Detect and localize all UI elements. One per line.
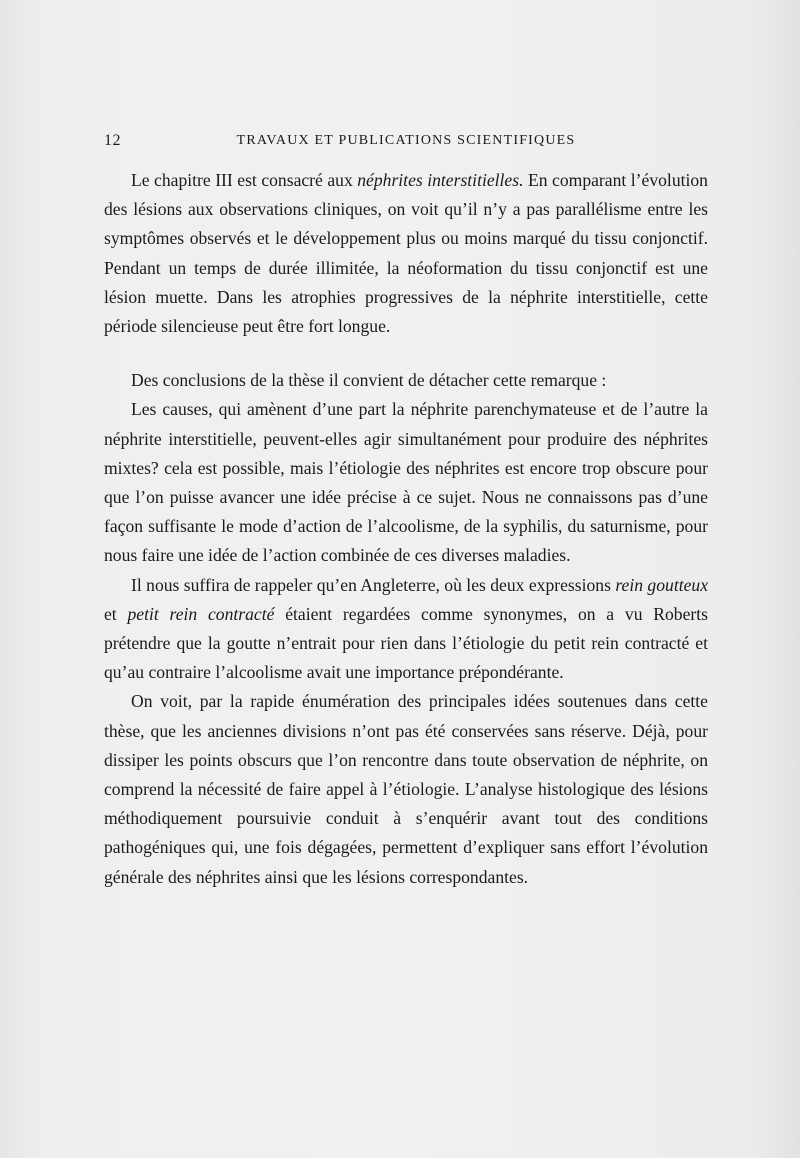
running-title: TRAVAUX ET PUBLICATIONS SCIENTIFIQUES (236, 133, 576, 148)
text-run: Des conclusions de la thèse il convient de détacher cette remarque : (131, 370, 607, 391)
page-header (104, 132, 708, 156)
text-run: Les causes, qui amènent d’une part la néphrite parenchymateuse et de l’autre la néphrite interstitielle, peuvent-elles agir simultanément pour produire des néphrites mixtes? cela est possible, mais l’étiologie des néphrites est encore trop obscure pour que l’on puisse avancer une idée précise à ce sujet. Nous ne connaissons pas d’une façon suffisante le mode d’action de l’alcoolisme, de la syphilis, du saturnisme, pour nous faire une idée de l’action combinée de ces diverses maladies. (104, 399, 708, 566)
paragraph-5 (104, 687, 708, 891)
italic-term: petit rein contracté (127, 603, 275, 624)
text-run: Le chapitre III est consacré aux (131, 170, 358, 190)
text-run: Il nous suffira de rappeler qu’en Angleterre, où les deux expressions (131, 574, 616, 595)
text-run: En comparant l’évolution des lésions aux observations cliniques, on voit qu’il n’y a pas parallélisme entre les symptômes observés et le développement plus ou moins marqué du tissu conjonctif. Pendant un temps de durée illimitée, la néoformation du tissu conjonctif est une lésion muette. Dans les atrophies progressives de la néphrite interstitielle, cette période silencieuse peut être fort longue. (104, 170, 708, 337)
paragraph-1 (104, 166, 708, 341)
italic-term: rein goutteux (615, 574, 709, 595)
paragraph-2 (104, 366, 708, 395)
body-text (104, 166, 708, 892)
italic-term: néphrites interstitielles. (357, 170, 524, 190)
paragraph-3 (104, 395, 708, 570)
text-run: On voit, par la rapide énumération des principales idées soutenues dans cette thèse, que les anciennes divisions n’ont pas été conservées sans réserve. Déjà, pour dissiper les points obscurs que l’on rencontre dans toute observation de néphrite, on comprend la nécessité de faire appel à l’étiologie. L’analyse histologique des lésions méthodiquement poursuivie conduit à s’enquérir avant tout des conditions pathogéniques qui, une fois dégagées, permettent d’expliquer sans effort l’évolution générale des néphrites ainsi que les lésions correspondantes. (104, 691, 708, 887)
text-run: étaient regardées comme synonymes, on a vu Roberts prétendre que la goutte n’entrait pour rien dans l’étiologie du petit rein contracté et qu’au contraire l’alcoolisme avait une importance prépondérante. (104, 603, 708, 683)
text-run: et (104, 603, 128, 624)
page-number: 12 (104, 132, 121, 149)
paragraph-4 (104, 571, 708, 688)
